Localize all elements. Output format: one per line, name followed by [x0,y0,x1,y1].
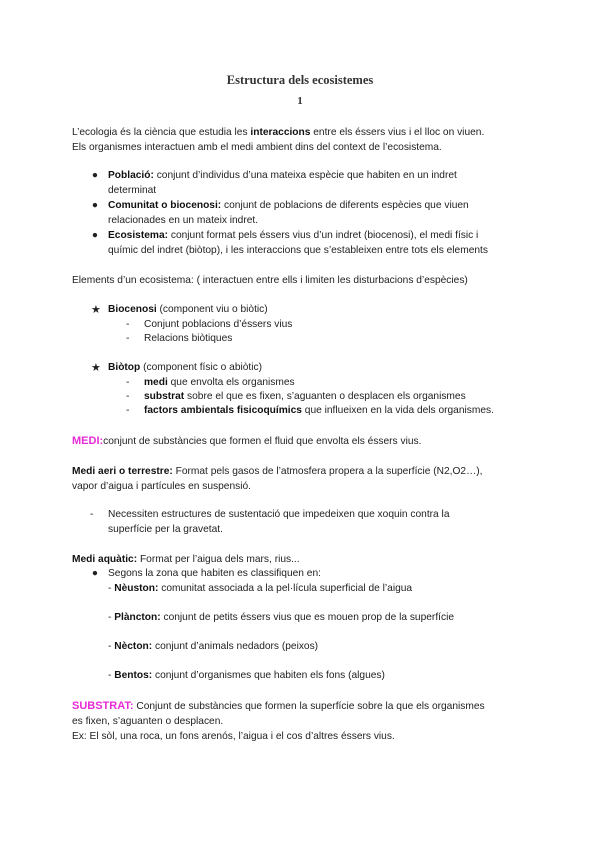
dash-bullet-icon: - [90,509,94,520]
definition-comunitat: ● Comunitat o biocenosi: conjunt de poblacions de diferents espècies que viuen relacionades en un mateix indret. [108,199,548,228]
medi-aquatic-heading: Medi aquàtic: Format per l’aigua dels mars, rius... [72,554,300,565]
biotop-subitem: - factors ambientals fisicoquímics que influeixen en la vida dels organismes. [144,404,544,419]
biocenosi-subitem: - Relacions biòtiques [144,332,584,347]
dash-bullet-icon: - [126,333,130,344]
document-title: Estructura dels ecosistemes [226,73,374,87]
dash-bullet-icon: - [126,391,130,402]
dash-bullet-icon: - [126,377,130,388]
elements-intro: Elements d’un ecosistema: ( interactuen entre ells i limiten les disturbacions d’espècies) [72,275,468,286]
star-bullet-icon: ★ [91,362,101,374]
biotop-subitem: - medi que envolta els organismes [144,376,584,391]
page-number: 1 [297,95,303,107]
biotop-subitem: - substrat sobre el que es fixen, s’aguanten o desplacen els organismes [144,390,584,405]
dash-bullet-icon: - [126,405,130,416]
biotop-item: ★ Biòtop (component físic o abiòtic) [91,362,262,374]
bullet-dot-icon: ● [91,230,99,241]
definition-poblacio: ● Població: conjunt d’individus d’una mateixa espècie que habiten en un indret determinat [108,169,548,198]
intro-line-1: L’ecologia és la ciència que estudia les interaccions entre els éssers vius i el lloc on viuen. [72,127,485,138]
aquatic-type-bentos: - Bentos: conjunt d’organismes que habiten els fons (algues) [108,670,385,681]
substrat-example: Ex: El sòl, una roca, un fons arenós, l’aigua i el cos d’altres éssers vius. [72,731,395,742]
aquatic-type-plancton: - Plàncton: conjunt de petits éssers vius que es mouen prop de la superfície [108,612,454,623]
medi-aeri-paragraph: Medi aeri o terrestre: Format pels gasos de l’atmosfera propera a la superfície (N2,O2…), vapor d’aigua i partícules en suspensió. [72,466,483,492]
definition-ecosistema: ● Ecosistema: conjunt format pels éssers vius d’un indret (biocenosi), el medi físic i químic del indret (biòtop), i les interaccions que s’estableixen entre tots els elements [108,229,548,258]
medi-aquatic-bullet: ● Segons la zona que habiten es classifiquen en: [108,567,548,582]
aquatic-type-necton: - Nècton: conjunt d’animals nedadors (peixos) [108,641,319,652]
aquatic-type-neuston: - Nèuston: comunitat associada a la pel·lícula superficial de l’aigua [108,583,413,594]
bullet-dot-icon: ● [91,200,99,211]
intro-line-2: Els organismes interactuen amb el medi ambient dins del context de l’ecosistema. [72,142,442,153]
star-bullet-icon: ★ [91,304,101,316]
substrat-paragraph: SUBSTRAT: Conjunt de substàncies que formen la superfície sobre la que els organismes es fixen, s’aguanten o desplacen. Ex: El sòl, una roca, un fons arenós, l’aigua i el cos d’altres éssers vius. [72,699,542,744]
dash-bullet-icon: - [126,319,130,330]
biocenosi-item: ★ Biocenosi (component viu o biòtic) [91,304,268,316]
medi-aeri-note: - Necessiten estructures de sustentació que impedeixen que xoquin contra la superfície per la gravetat. [90,509,450,535]
medi-definition: MEDI:conjunt de substàncies que formen el fluid que envolta els éssers vius. [72,435,422,447]
biocenosi-subitem: - Conjunt poblacions d’éssers vius [144,318,584,333]
intro-paragraph [72,125,532,155]
bullet-dot-icon: ● [91,568,99,579]
bullet-dot-icon: ● [91,170,99,181]
